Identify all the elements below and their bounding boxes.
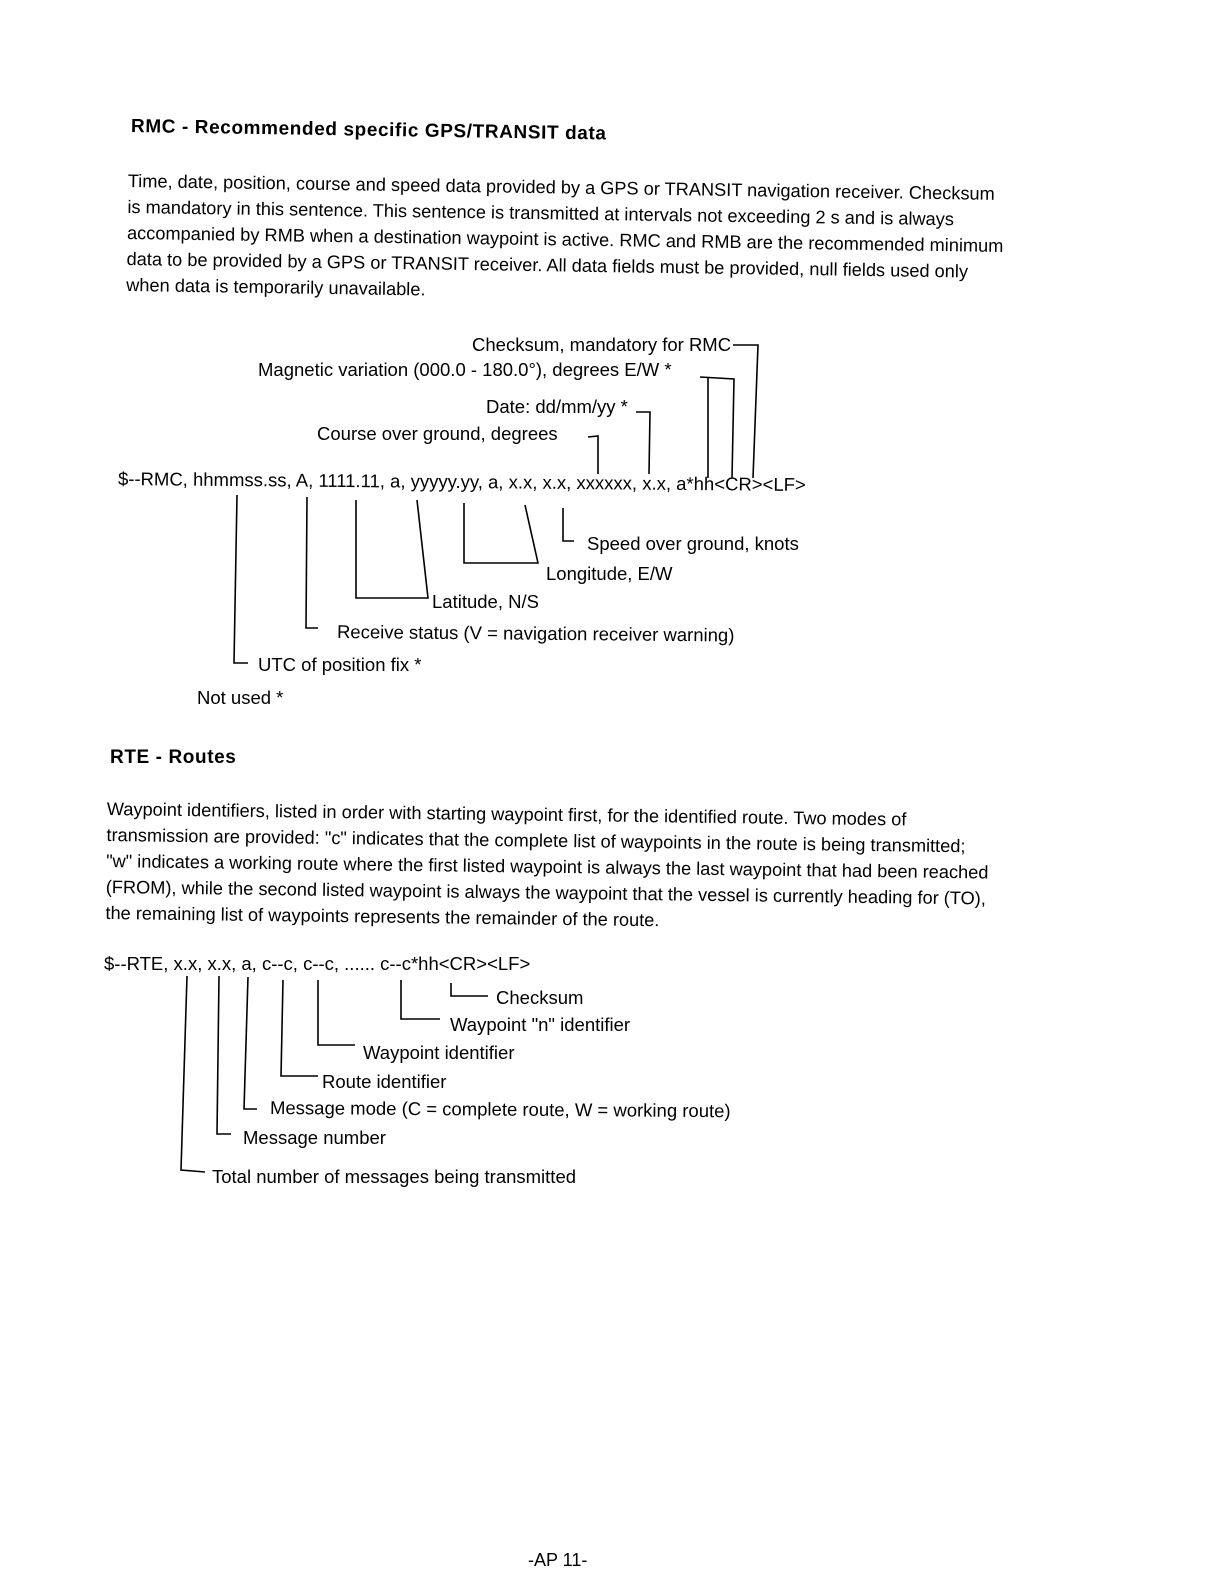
rmc-heading: RMC - Recommended specific GPS/TRANSIT data	[130, 116, 607, 145]
rte-checksum-leader	[451, 983, 488, 996]
rte-description-line: "w" indicates a working route where the first listed waypoint is always the last waypoint that had been reached	[106, 850, 989, 883]
rmc-description-line: data to be provided by a GPS or TRANSIT receiver. All data fields must be provided, null fields used only	[126, 248, 969, 282]
rmc-description-line: accompanied by RMB when a destination waypoint is active. RMC and RMB are the recommended minimum	[126, 222, 1004, 256]
rte-label-route: Route identifier	[322, 1071, 447, 1092]
rmc-checksum-leader	[733, 345, 758, 478]
rmc-label-longitude: Longitude, E/W	[546, 563, 673, 584]
rte-description-line: (FROM), while the second listed waypoint is always the waypoint that the vessel is currently heading for (TO),	[105, 876, 986, 909]
rmc-utc-leader	[234, 495, 248, 663]
rte-label-message-number: Message number	[243, 1127, 386, 1148]
rte-heading: RTE - Routes	[110, 747, 237, 768]
rmc-label-utc: UTC of position fix *	[258, 654, 422, 675]
rmc-description-line: when data is temporarily unavailable.	[126, 274, 426, 300]
rte-mode-leader	[244, 977, 257, 1109]
rmc-label-date: Date: dd/mm/yy *	[486, 396, 628, 417]
rmc-status-leader	[306, 497, 318, 628]
rmc-latitude-leader	[356, 500, 428, 598]
rte-label-message-mode: Message mode (C = complete route, W = working route)	[269, 1097, 731, 1122]
rte-label-checksum: Checksum	[496, 987, 584, 1008]
rmc-label-latitude: Latitude, N/S	[432, 591, 539, 612]
page-number: -AP 11-	[528, 1550, 588, 1570]
rmc-date-leader	[636, 412, 650, 474]
rmc-description-line: is mandatory in this sentence. This sentence is transmitted at intervals not exceeding 2 s and is always	[127, 196, 955, 230]
rmc-label-course: Course over ground, degrees	[317, 423, 558, 444]
rmc-course-leader	[588, 436, 598, 474]
rmc-label-not-used: Not used *	[197, 687, 284, 708]
rte-waypoint-leader	[318, 980, 355, 1045]
rte-description-line: the remaining list of waypoints represents the remainder of the route.	[105, 902, 660, 931]
rte-waypoint-n-leader	[401, 980, 440, 1019]
rmc-speed-leader	[563, 508, 574, 541]
rte-label-total-messages: Total number of messages being transmitted	[212, 1166, 577, 1187]
rmc-sentence-format: $--RMC, hhmmss.ss, A, 1111.11, a, yyyyy.yy, a, x.x, x.x, xxxxxx, x.x, a*hh<CR><LF>	[117, 468, 806, 496]
rte-description-line: Waypoint identifiers, listed in order with starting waypoint first, for the identified route. Two modes of	[106, 798, 907, 830]
rmc-longitude-leader	[464, 503, 538, 563]
rte-total-leader	[181, 976, 205, 1172]
rte-number-leader	[217, 976, 231, 1134]
rte-route-leader	[281, 980, 318, 1076]
rmc-magvar-leader	[700, 377, 734, 478]
rmc-label-magnetic-variation: Magnetic variation (000.0 - 180.0°), degrees E/W *	[258, 359, 672, 380]
rmc-description-line: Time, date, position, course and speed data provided by a GPS or TRANSIT navigation receiver. Checksum	[127, 170, 995, 204]
rte-description-line: transmission are provided: "c" indicates that the complete list of waypoints in the route is being transmitted;	[106, 824, 966, 857]
rte-label-waypoint: Waypoint identifier	[363, 1042, 515, 1063]
rmc-label-speed: Speed over ground, knots	[587, 533, 799, 554]
rte-sentence-format: $--RTE, x.x, x.x, a, c--c, c--c, ...... c--c*hh<CR><LF>	[104, 953, 531, 974]
rmc-description	[126, 168, 1004, 311]
rte-description	[105, 796, 989, 938]
rmc-label-checksum: Checksum, mandatory for RMC	[472, 334, 732, 355]
rte-label-waypoint-n: Waypoint "n" identifier	[450, 1014, 631, 1035]
rmc-label-receive-status: Receive status (V = navigation receiver warning)	[336, 621, 735, 646]
